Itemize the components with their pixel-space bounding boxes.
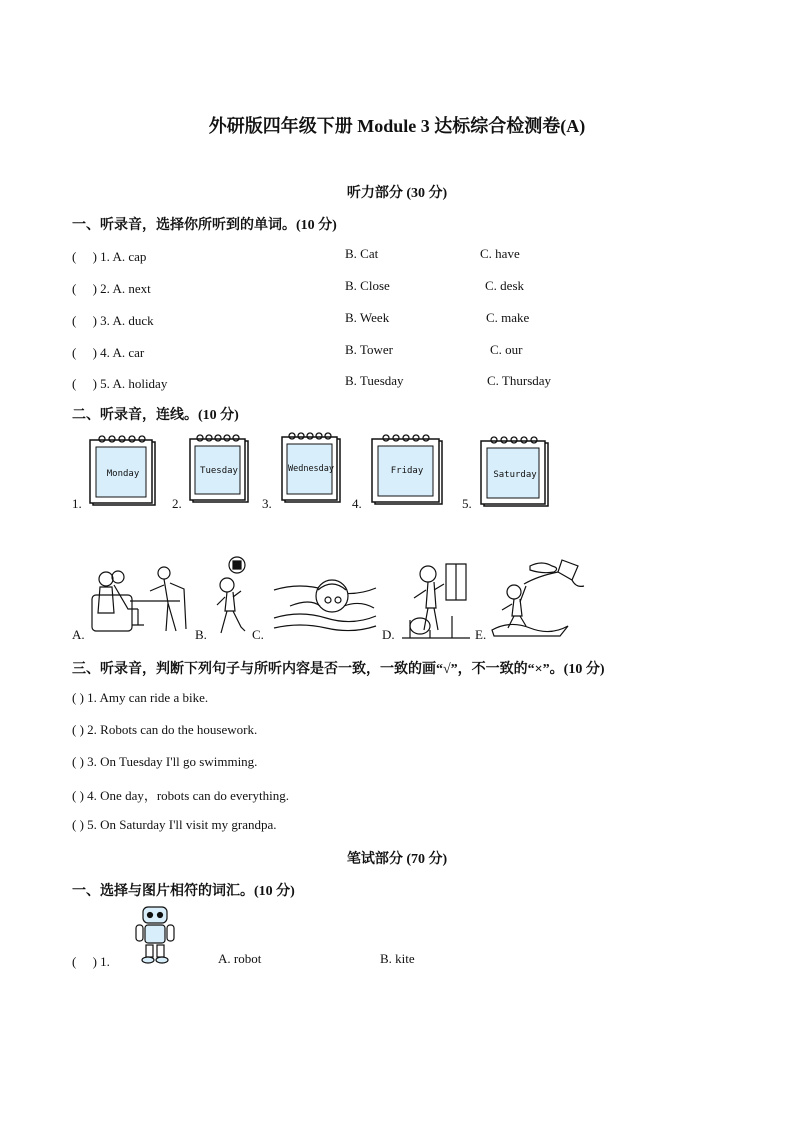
calendar-monday bbox=[88, 433, 158, 507]
picture-flying-kite bbox=[490, 556, 590, 638]
calendar-saturday bbox=[479, 434, 551, 508]
question-3-option-c: C. make bbox=[486, 310, 530, 325]
question-4-option-c: C. our bbox=[490, 342, 523, 357]
calendar-1-number: 1. bbox=[72, 496, 82, 511]
calendar-day-label: Saturday bbox=[493, 470, 537, 480]
picture-cleaning bbox=[400, 560, 472, 640]
listening-section2-heading: 二、听录音，连线。(10 分) bbox=[72, 408, 239, 423]
question-3-option-b: B. Week bbox=[345, 310, 390, 325]
page-title: 外研版四年级下册 Module 3 达标综合检测卷(A) bbox=[208, 116, 586, 136]
calendar-day-label: Monday bbox=[106, 469, 140, 479]
picture-a-label: A. bbox=[72, 627, 85, 642]
calendar-day-label: Wednesday bbox=[287, 464, 335, 474]
calendar-day-label: Friday bbox=[390, 466, 424, 476]
calendar-day-label: Tuesday bbox=[200, 466, 238, 476]
picture-d-label: D. bbox=[382, 627, 395, 642]
listening-section1-heading: 一、听录音，选择你所听到的单词。(10 分) bbox=[72, 218, 337, 233]
picture-e-label: E. bbox=[475, 627, 487, 642]
listening-heading: 听力部分 (30 分) bbox=[346, 186, 448, 201]
judge-item-3: ( ) 3. On Tuesday I'll go swimming. bbox=[72, 754, 258, 769]
calendar-5-number: 5. bbox=[462, 496, 472, 511]
question-1-option-b: B. Cat bbox=[345, 246, 379, 261]
picture-swimming bbox=[270, 570, 378, 638]
calendar-2-number: 2. bbox=[172, 496, 182, 511]
question-5-option-b: B. Tuesday bbox=[345, 373, 404, 388]
calendar-4-number: 4. bbox=[352, 496, 362, 511]
picture-b-label: B. bbox=[195, 627, 207, 642]
question-4-stem: ( ) 4. A. car bbox=[72, 345, 145, 360]
judge-item-1: ( ) 1. Amy can ride a bike. bbox=[72, 690, 209, 705]
question-2-option-b: B. Close bbox=[345, 278, 390, 293]
question-4-option-b: B. Tower bbox=[345, 342, 393, 357]
writing-question-1-option-a: A. robot bbox=[218, 951, 262, 966]
writing-question-1-stem: ( ) 1. bbox=[72, 954, 110, 969]
judge-item-5: ( ) 5. On Saturday I'll visit my grandpa. bbox=[72, 817, 277, 832]
picture-boy-football bbox=[213, 555, 249, 637]
question-2-stem: ( ) 2. A. next bbox=[72, 281, 151, 296]
question-1-stem: ( ) 1. A. cap bbox=[72, 249, 147, 264]
calendar-3-number: 3. bbox=[262, 496, 272, 511]
listening-section3-heading: 三、听录音，判断下列句子与所听内容是否一致，一致的画“√”，不一致的“×”。(10 分) bbox=[72, 662, 605, 677]
question-2-option-c: C. desk bbox=[485, 278, 524, 293]
calendar-friday bbox=[370, 432, 444, 506]
calendar-tuesday bbox=[188, 432, 250, 504]
judge-item-2: ( ) 2. Robots can do the housework. bbox=[72, 722, 258, 737]
judge-item-4: ( ) 4. One day，robots can do everything. bbox=[72, 788, 289, 803]
question-5-option-c: C. Thursday bbox=[487, 373, 552, 388]
question-3-stem: ( ) 3. A. duck bbox=[72, 313, 154, 328]
writing-question-1-option-b: B. kite bbox=[380, 951, 415, 966]
picture-c-label: C. bbox=[252, 627, 264, 642]
robot-picture bbox=[133, 903, 177, 965]
calendar-wednesday bbox=[280, 430, 342, 504]
picture-family-visit bbox=[88, 565, 198, 635]
question-1-option-c: C. have bbox=[480, 246, 520, 261]
writing-heading: 笔试部分 (70 分) bbox=[346, 852, 448, 867]
question-5-stem: ( ) 5. A. holiday bbox=[72, 376, 168, 391]
writing-section1-heading: 一、选择与图片相符的词汇。(10 分) bbox=[72, 884, 295, 899]
